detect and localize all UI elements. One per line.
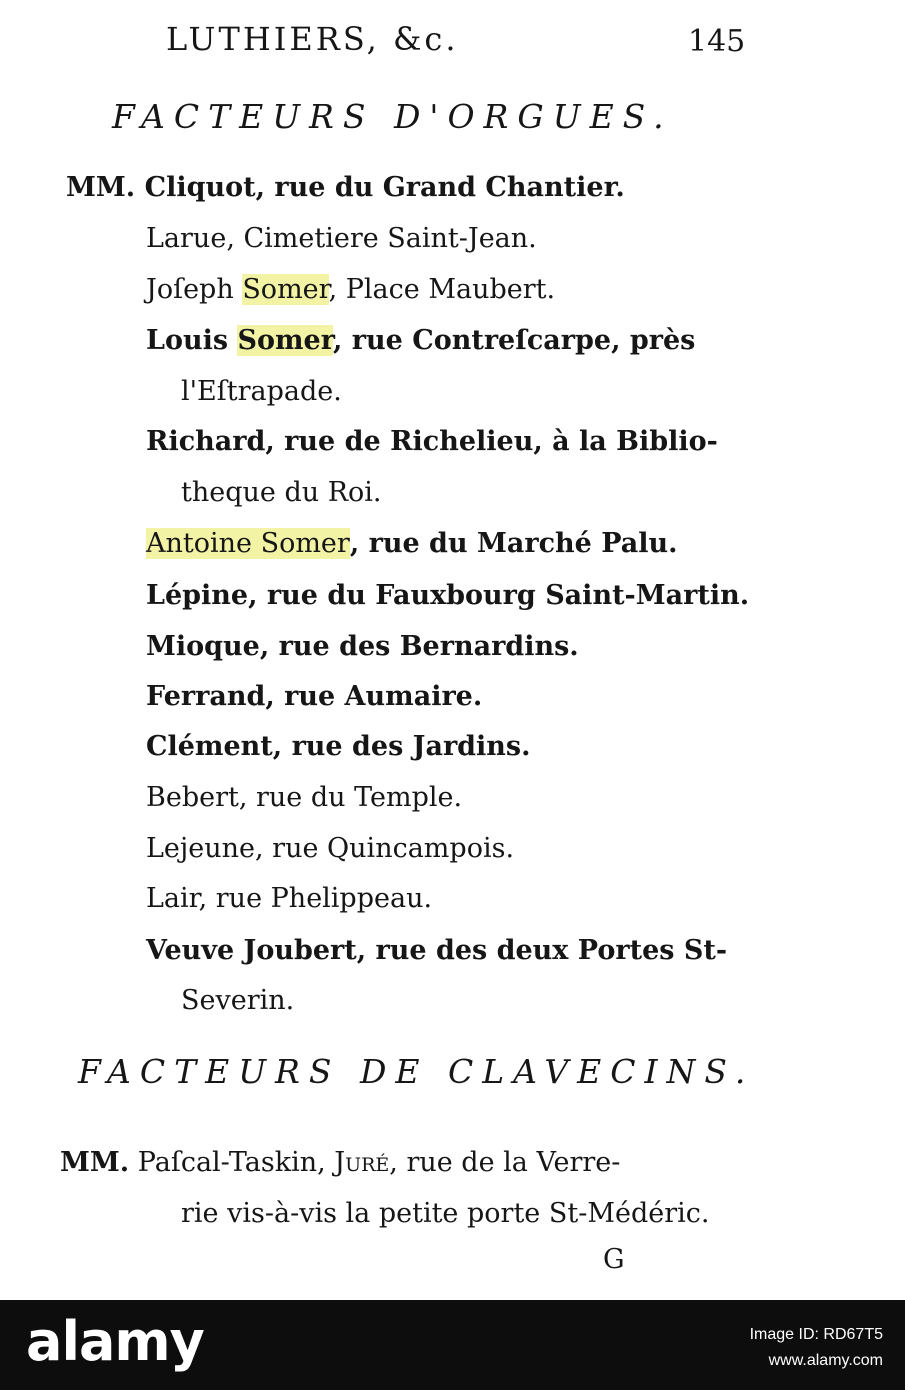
list-item-continuation: rie vis-à-vis la petite porte St-Médéric.: [181, 1198, 710, 1229]
entry-address: , Place Maubert.: [328, 274, 556, 305]
list-item: [146, 325, 695, 356]
entry-address: , rue Aumaire.: [265, 681, 483, 712]
section-title-harpsichord-builders: FACTEURS DE CLAVECINS.: [78, 1052, 755, 1091]
list-item: [60, 1147, 620, 1178]
entry-address: , rue des Jardins.: [272, 731, 531, 762]
list-item: [146, 681, 482, 712]
entry-address: , Cimetiere Saint-Jean.: [226, 223, 537, 254]
entry-name: Lejeune: [146, 833, 256, 864]
entry-address: , rue Contreſcarpe, près: [333, 325, 696, 356]
entry-address: , rue de la Verre-: [389, 1147, 621, 1178]
entry-name: Ferrand: [146, 681, 266, 712]
entry-title: Juré: [334, 1147, 390, 1178]
image-id-text: Image ID: RD67T5: [749, 1326, 883, 1343]
list-item: [146, 935, 727, 966]
entry-separator: ,: [317, 1147, 335, 1178]
list-item: [146, 883, 432, 914]
list-item: [146, 731, 531, 762]
list-item-continuation: Severin.: [181, 985, 295, 1016]
site-url-text: www.alamy.com: [768, 1352, 883, 1369]
list-item-continuation: theque du Roi.: [181, 477, 382, 508]
entry-name: Paſcal-Taskin: [137, 1147, 318, 1178]
watermark-banner: [0, 1300, 905, 1390]
entry-name-highlight: Somer: [237, 325, 333, 356]
entry-name: Veuve Joubert: [146, 935, 357, 966]
list-item: [146, 528, 678, 559]
page-number: 145: [688, 24, 746, 59]
entry-name: Larue: [146, 223, 227, 254]
entry-name: Cliquot: [144, 172, 256, 203]
entry-name: Bebert: [146, 782, 239, 813]
entry-address: , rue des Bernardins.: [259, 631, 579, 662]
list-item: [66, 172, 625, 203]
list-item: [146, 782, 462, 813]
entry-address: , rue des deux Portes St-: [356, 935, 728, 966]
entry-name-highlight: Antoine Somer: [146, 528, 350, 559]
entry-prefix: MM.: [60, 1147, 130, 1178]
image-meta: [750, 1322, 883, 1374]
list-item: [146, 631, 579, 662]
entry-name: Mioque: [146, 631, 260, 662]
entry-prefix: MM.: [66, 172, 136, 203]
entry-address: , rue Phelippeau.: [198, 883, 433, 914]
entry-address: , rue Quincampois.: [255, 833, 515, 864]
list-item: [146, 274, 555, 305]
entry-name: Louis: [146, 325, 238, 356]
entry-name: Joſeph: [146, 274, 243, 305]
list-item: [146, 833, 514, 864]
entry-address: , rue du Grand Chantier.: [255, 172, 625, 203]
entry-name: Lépine: [146, 580, 249, 611]
list-item-continuation: l'Eſtrapade.: [181, 376, 342, 407]
signature-mark: G: [603, 1244, 625, 1275]
entry-address: , rue du Temple.: [238, 782, 463, 813]
entry-address: , rue de Richelieu, à la Biblio-: [265, 426, 718, 457]
list-item: [146, 580, 749, 611]
alamy-logo: alamy: [26, 1310, 204, 1373]
entry-name: Clément: [146, 731, 273, 762]
section-title-organ-builders: FACTEURS D'ORGUES.: [112, 97, 673, 136]
entry-name: Lair: [146, 883, 199, 914]
entry-address: , rue du Fauxbourg Saint-Martin.: [248, 580, 750, 611]
list-item: [146, 223, 537, 254]
entry-name-highlight: Somer: [242, 274, 329, 305]
entry-address: , rue du Marché Palu.: [349, 528, 678, 559]
list-item: [146, 426, 718, 457]
running-head: LUTHIERS, &c.: [166, 20, 459, 58]
entry-name: Richard: [146, 426, 266, 457]
